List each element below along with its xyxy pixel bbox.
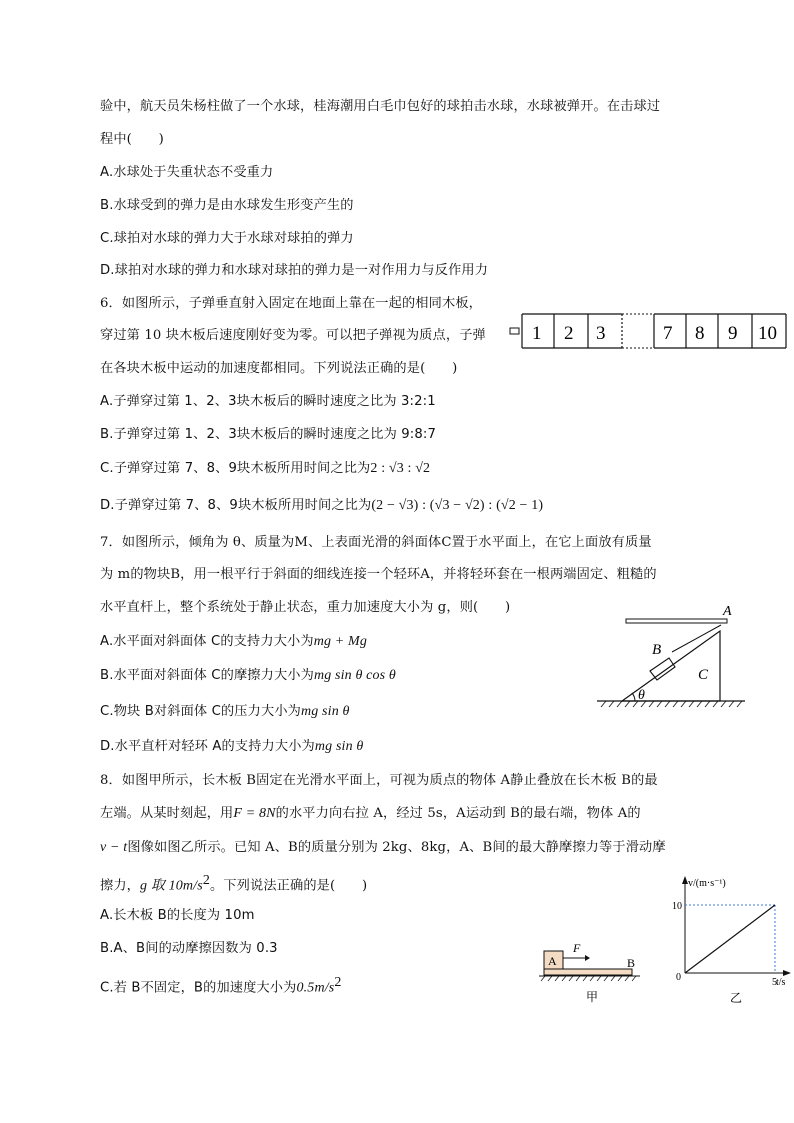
q6-option-a: A.子弹穿过第 1、2、3块木板后的瞬时速度之比为 3:2:1: [100, 394, 436, 409]
q6-option-b: B.子弹穿过第 1、2、3块木板后的瞬时速度之比为 9:8:7: [100, 427, 437, 442]
board-label: 9: [728, 323, 738, 344]
q7-option-d: [100, 738, 363, 756]
ground-hatch: [541, 976, 636, 981]
stem-text: 左端。从某时刻起，用: [100, 806, 234, 821]
incline-body: [622, 631, 720, 701]
q6-stem: 在各块木板中运动的加速度都相同。下列说法正确的是( ): [100, 361, 458, 376]
stem-text: 图像如图乙所示。已知 A、B的质量分别为 2kg、8kg，A、B间的最大静摩擦力等于滑动摩: [127, 840, 666, 855]
x-tick-label: 5: [772, 977, 777, 988]
option-text: D.水平直杆对轻环 A的支持力大小为: [100, 739, 315, 754]
origin-label: 0: [676, 972, 681, 983]
stem-text: 的水平力向右拉 A，经过 5s，A运动到 B的最右端，物体 A的: [275, 806, 641, 821]
board-label: 2: [564, 323, 574, 344]
math-expression: 0.5m/s: [296, 980, 335, 996]
text-line: 程中( ): [100, 132, 164, 147]
incline-figure: [595, 600, 755, 715]
q7-stem: 为 m的物块B，用一根平行于斜面的细线连接一个轻环A，并将轻环套在一根两端固定、粗糙的: [100, 567, 657, 582]
force-label: F: [573, 941, 581, 955]
q5-option-c: C.球拍对水球的弹力大于水球对球拍的弹力: [100, 231, 354, 246]
figure-jia: [535, 938, 655, 1010]
q8-option-b: B.A、B间的动摩擦因数为 0.3: [100, 941, 278, 956]
arrow-head: [585, 955, 590, 961]
q7-option-c: [100, 703, 350, 721]
board-label: 1: [532, 323, 542, 344]
figure-caption: 乙: [730, 991, 743, 1005]
boards-figure: [508, 308, 794, 354]
stem-text: 。下列说法正确的是( ): [209, 878, 368, 894]
q7-option-b: [100, 667, 396, 685]
q6-stem: 穿过第 10 块木板后速度刚好变为零。可以把子弹视为质点，子弹: [100, 328, 486, 343]
stem-text: 擦力，: [100, 878, 141, 894]
option-text: C.子弹穿过第 7、8、9块木板所用时间之比为: [100, 461, 371, 476]
block-label: B: [652, 642, 662, 658]
angle-label: θ: [638, 688, 645, 703]
math-expression: mg sin θ: [314, 739, 364, 754]
ring-label: A: [723, 604, 732, 619]
board-b: [544, 969, 632, 975]
q8-option-c: [100, 974, 342, 997]
option-text: D.子弹穿过第 7、8、9块木板所用时间之比为: [100, 498, 372, 513]
q5-option-d: D.球拍对水球的弹力和水球对球拍的弹力是一对作用力与反作用力: [100, 263, 489, 278]
option-text: A.水平面对斜面体 C的支持力大小为: [100, 634, 314, 649]
math-expression: 2 : √3 : √2: [370, 461, 431, 476]
option-text: C.物块 B对斜面体 C的压力大小为: [100, 704, 301, 719]
bullet: [510, 328, 519, 334]
q8-stem: [100, 805, 641, 823]
q7-stem: 7．如图所示，倾角为 θ、质量为M、上表面光滑的斜面体C置于水平面上，在它上面放有质量: [100, 535, 652, 550]
option-text: C.若 B不固定，B的加速度大小为: [100, 980, 297, 996]
y-axis-label: v/(m·s⁻¹): [688, 878, 726, 889]
text-line: 验中，航天员朱杨柱做了一个水球，桂海潮用白毛巾包好的球拍击水球，水球被弹开。在击球过: [100, 99, 661, 114]
angle-arc: [632, 693, 635, 701]
q8-stem: [100, 839, 666, 857]
horizontal-rod: [626, 619, 727, 623]
ground-hatch: [601, 701, 742, 707]
x-axis-label: t/s: [776, 977, 786, 988]
math-expression: mg sin θ cos θ: [313, 668, 396, 683]
math-expression: F = 8N: [233, 806, 276, 821]
math-expression: mg + Mg: [313, 634, 367, 649]
q7-stem: 水平直杆上，整个系统处于静止状态，重力加速度大小为 g，则( ): [100, 600, 511, 615]
y-tick-label: 10: [672, 901, 682, 912]
q8-stem: [100, 872, 367, 895]
block-a-label: A: [548, 954, 557, 968]
math-expression: g 取 10m/s: [140, 878, 203, 894]
q5-option-a: A.水球处于失重状态不受重力: [100, 165, 274, 180]
body-label: C: [698, 667, 709, 683]
figure-caption: 甲: [586, 990, 599, 1004]
board-label: 8: [695, 323, 705, 344]
q8-stem: 8．如图甲所示，长木板 B固定在光滑水平面上，可视为质点的物体 A静止叠放在长木板 B的最: [100, 773, 658, 788]
x-axis-arrow: [783, 970, 791, 976]
board-label: 10: [758, 323, 777, 344]
math-expression: (2 − √3) : (√3 − √2) : (√2 − 1): [371, 498, 544, 513]
option-text: B.水平面对斜面体 C的摩擦力大小为: [100, 668, 314, 683]
board-b-label: B: [627, 956, 636, 970]
q8-option-a: A.长木板 B的长度为 10m: [100, 908, 255, 923]
board-label: 7: [663, 323, 673, 344]
math-expression: mg sin θ: [301, 704, 350, 719]
q7-option-a: [100, 633, 367, 651]
superscript: 2: [202, 873, 210, 888]
superscript: 2: [334, 975, 342, 990]
series-line: [685, 905, 775, 973]
q6-option-d: [100, 497, 543, 515]
board-label: 3: [596, 323, 606, 344]
block-b: [650, 658, 675, 680]
q6-stem: 6．如图所示，子弹垂直射入固定在地面上靠在一起的相同木板，: [100, 296, 482, 311]
figure-yi-vt-chart: [664, 872, 794, 1012]
q6-option-c: [100, 460, 430, 478]
math-expression: v − t: [100, 840, 128, 855]
q5-option-b: B.水球受到的弹力是由水球发生形变产生的: [100, 198, 354, 213]
